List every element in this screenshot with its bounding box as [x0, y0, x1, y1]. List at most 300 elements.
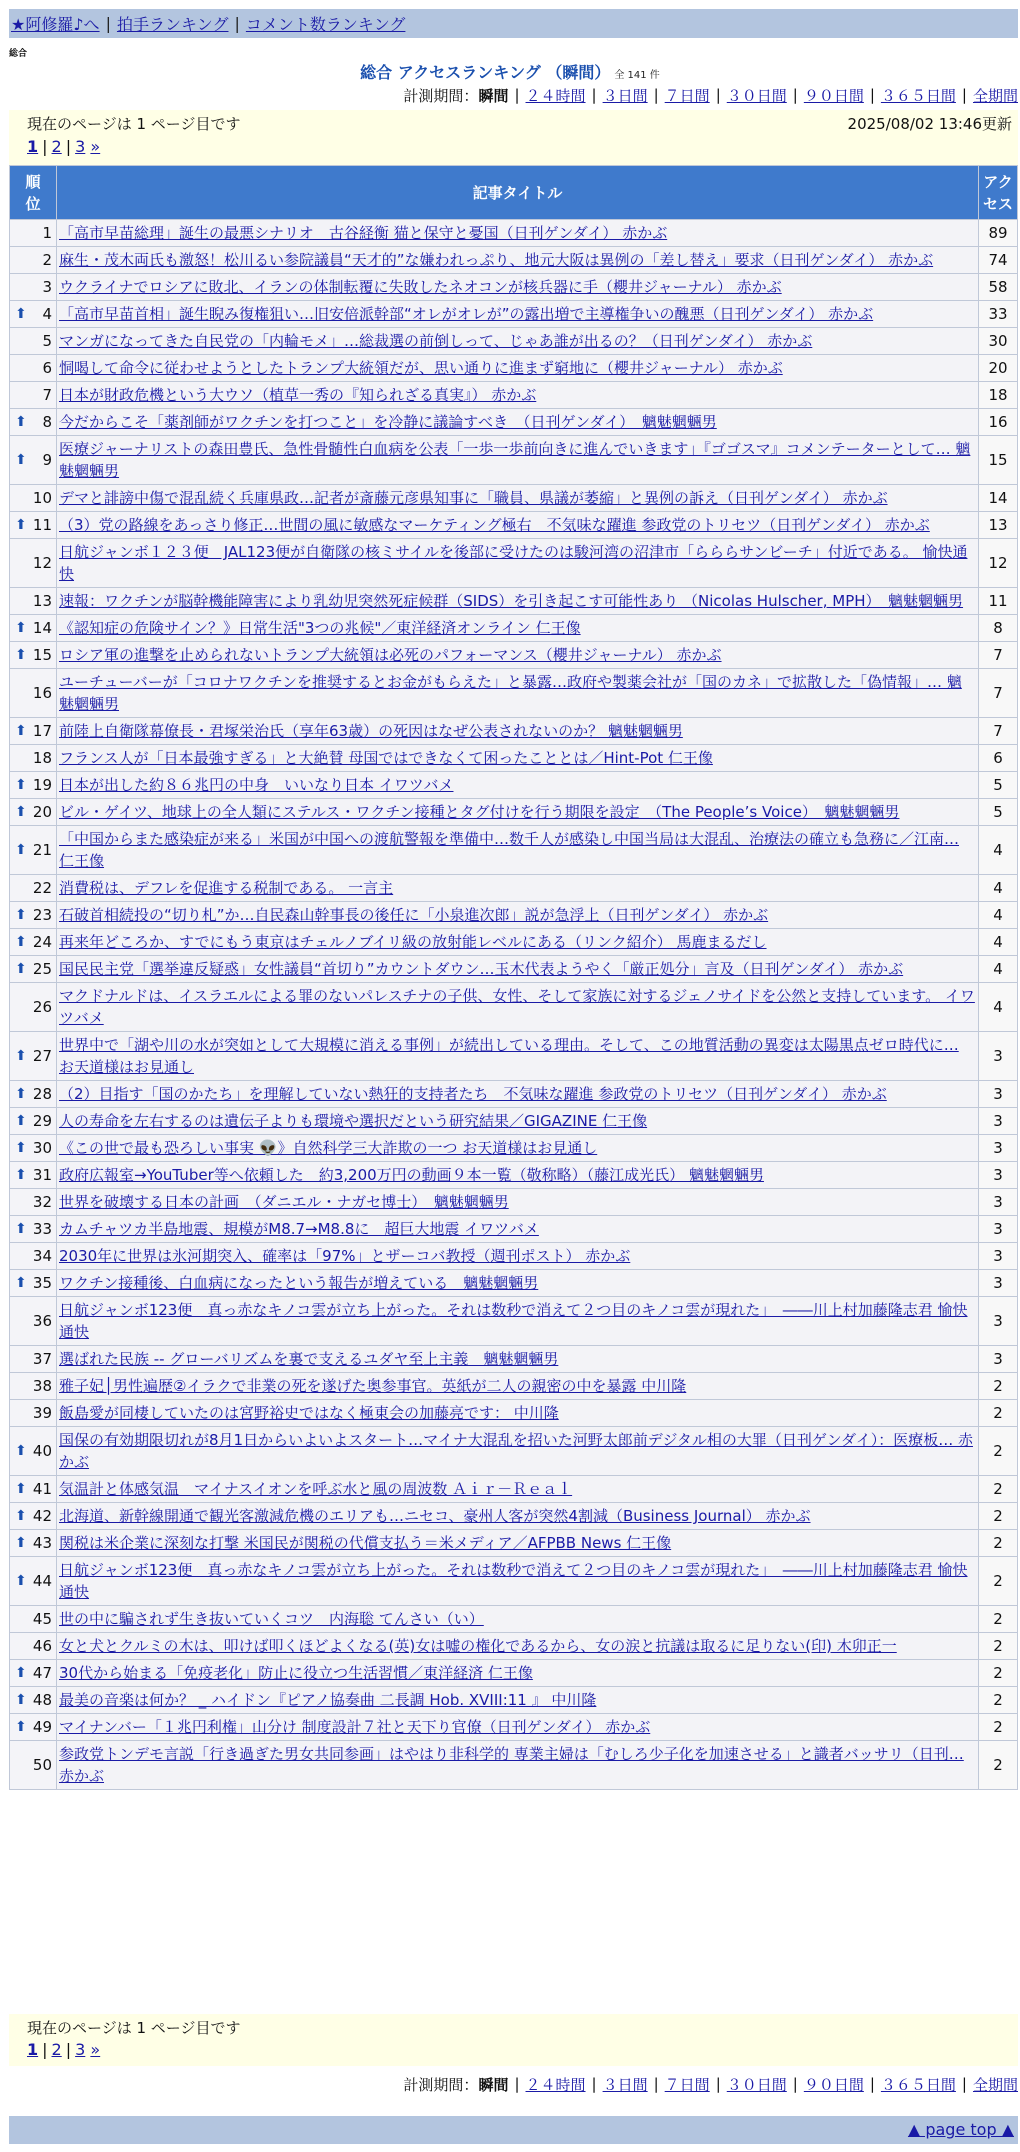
title-cell: [57, 1476, 979, 1503]
article-title-link[interactable]: 日航ジャンボ123便 真っ赤なキノコ雲が立ち上がった。それは数秒で消えて２つ目のキノコ雲が現れた」 ――川上村加藤隆志君 愉快通快: [59, 1561, 968, 1601]
access-count: 3: [979, 1108, 1018, 1135]
title-cell: [57, 1162, 979, 1189]
access-count: 2: [979, 1427, 1018, 1476]
rank-number: 19: [32, 776, 52, 794]
pager-current-page[interactable]: 1: [27, 137, 39, 156]
title-cell: [57, 772, 979, 799]
title-cell: [57, 826, 979, 875]
rank-up-arrow-icon: ⬆: [15, 414, 27, 430]
table-row: [10, 1189, 1018, 1216]
rank-number: 45: [32, 1610, 52, 1628]
period-selector-top: 計測期間： 瞬間 | ２４時間 | ３日間 | ７日間 | ３０日間 | ９０日間 | ３６５日間 | 全期間: [403, 86, 1018, 105]
pager-next[interactable]: »: [90, 137, 101, 156]
article-title-link[interactable]: カムチャツカ半島地震、規模がM8.7→M8.8に 超巨大地震 イワツバメ: [59, 1220, 539, 1238]
rank-number: 3: [42, 278, 52, 296]
article-title-link[interactable]: 「中国からまた感染症が来る」米国が中国への渡航警報を準備中…数千人が感染し中国当局は大混乱、治療法の確立も急務に／江南… 仁王像: [59, 830, 960, 870]
rank-cell: [10, 772, 57, 799]
pager-page-3[interactable]: 3: [75, 2040, 86, 2059]
article-title-link[interactable]: 関税は米企業に深刻な打撃 米国民が関税の代償支払う＝米メディア／AFPBB News 仁王像: [59, 1534, 672, 1552]
bottom-bar: [9, 2116, 1018, 2144]
article-title-link[interactable]: 国保の有効期限切れが8月1日からいよいよスタート…マイナ大混乱を招いた河野太郎前デジタル相の大罪（日刊ゲンダイ）：医療板… 赤かぶ: [59, 1431, 973, 1471]
rank-number: 32: [32, 1193, 52, 1211]
article-title-link[interactable]: 飯島愛が同棲していたのは宮野裕史ではなく極東会の加藤亮です： 中川隆: [59, 1404, 559, 1422]
rank-up-arrow-icon: ⬆: [15, 1048, 27, 1064]
period-link-7d[interactable]: ７日間: [664, 2075, 710, 2094]
rank-cell: [10, 1741, 57, 1790]
page-top-link[interactable]: ▲ page top ▲: [907, 2120, 1014, 2139]
title-cell: [57, 355, 979, 382]
table-row: [10, 328, 1018, 355]
rank-cell: [10, 1297, 57, 1346]
article-title-link[interactable]: 《この世で最も恐ろしい事実 👽》自然科学三大詐欺の一つ お天道様はお見通し: [59, 1139, 598, 1157]
title-cell: [57, 1135, 979, 1162]
period-current: 瞬間: [478, 2075, 509, 2094]
current-page-text: 現在のページは 1 ページ目です: [27, 115, 241, 133]
rank-cell: [10, 1243, 57, 1270]
article-title-link[interactable]: 日本が出した約８６兆円の中身 いいなり日本 イワツバメ: [59, 776, 454, 794]
table-row: [10, 220, 1018, 247]
table-row: [10, 1216, 1018, 1243]
rank-number: 9: [42, 451, 52, 469]
title-cell: [57, 1557, 979, 1606]
site-home-link[interactable]: ★阿修羅♪へ: [11, 15, 100, 34]
table-row: [10, 615, 1018, 642]
article-title-link[interactable]: 《認知症の危険サイン？》日常生活"3つの兆候"／東洋経済オンライン 仁王像: [59, 619, 581, 637]
article-title-link[interactable]: ビル・ゲイツ、地球上の全人類にステルス・ワクチン接種とタグ付けを行う期限を設定 （The People’s Voice） 魑魅魍魎男: [59, 803, 900, 821]
article-title-link[interactable]: デマと誹謗中傷で混乱続く兵庫県政…記者が斎藤元彦県知事に「職員、県議が萎縮」と異例の訴え（日刊ゲンダイ） 赤かぶ: [59, 489, 888, 507]
rank-cell: [10, 1400, 57, 1427]
article-title-link[interactable]: 恫喝して命令に従わせようとしたトランプ大統領だが、思い通りに進まず窮地に（櫻井ジャーナル） 赤かぶ: [59, 359, 783, 377]
table-row: [10, 1373, 1018, 1400]
article-title-link[interactable]: 日航ジャンボ１２３便 JAL123便が自衛隊の核ミサイルを後部に受けたのは駿河湾の沼津市「らららサンビーチ」付近である。 愉快通快: [59, 543, 968, 583]
table-row: [10, 1557, 1018, 1606]
title-cell: [57, 983, 979, 1032]
access-count: 4: [979, 983, 1018, 1032]
table-row: [10, 1714, 1018, 1741]
rank-number: 18: [32, 749, 52, 767]
article-title-link[interactable]: 日本が財政危機という大ウソ（植草一秀の『知られざる真実』） 赤かぶ: [59, 386, 537, 404]
rank-up-arrow-icon: ⬆: [15, 1221, 27, 1237]
rank-up-arrow-icon: ⬆: [15, 842, 27, 858]
rank-number: 27: [32, 1047, 52, 1065]
article-title-link[interactable]: マンガになってきた自民党の「内輪モメ」…総裁選の前倒しって、じゃあ誰が出るの？（日刊ゲンダイ） 赤かぶ: [59, 332, 813, 350]
rank-up-arrow-icon: ⬆: [15, 1481, 27, 1497]
table-row: [10, 1427, 1018, 1476]
period-link-7d[interactable]: ７日間: [664, 86, 710, 105]
article-title-link[interactable]: 「高市早苗首相」誕生睨み復権狙い…旧安倍派幹部“オレがオレが”の露出増で主導権争いの醜悪（日刊ゲンダイ） 赤かぶ: [59, 305, 874, 323]
title-cell: [57, 382, 979, 409]
table-row: [10, 1606, 1018, 1633]
title-cell: [57, 669, 979, 718]
rank-up-arrow-icon: ⬆: [15, 777, 27, 793]
title-cell: [57, 436, 979, 485]
access-count: 3: [979, 1032, 1018, 1081]
article-title-link[interactable]: 北海道、新幹線開通で観光客激減危機のエリアも…ニセコ、豪州人客が突然4割減（Business Journal） 赤かぶ: [59, 1507, 811, 1525]
title-cell: [57, 1503, 979, 1530]
nav-separator: |: [105, 14, 111, 33]
rank-number: 11: [32, 516, 52, 534]
title-cell: [57, 1427, 979, 1476]
title-cell: [57, 1606, 979, 1633]
access-count: 3: [979, 1189, 1018, 1216]
period-link-all[interactable]: 全期間: [972, 2075, 1018, 2094]
rank-cell: [10, 436, 57, 485]
article-title-link[interactable]: 政府広報室→YouTuber等へ依頼した 約3,200万円の動画９本一覧（敬称略）（藤江成光氏） 魑魅魍魎男: [59, 1166, 764, 1184]
title-cell: [57, 301, 979, 328]
access-count: 2: [979, 1687, 1018, 1714]
access-count: 4: [979, 956, 1018, 983]
rank-cell: [10, 1108, 57, 1135]
period-current: 瞬間: [478, 86, 509, 105]
rank-number: 35: [32, 1274, 52, 1292]
article-title-link[interactable]: ウクライナでロシアに敗北、イランの体制転覆に失敗したネオコンが核兵器に手（櫻井ジャーナル） 赤かぶ: [59, 278, 782, 296]
title-cell: [57, 274, 979, 301]
rank-number: 30: [32, 1139, 52, 1157]
article-title-link[interactable]: 選ばれた民族 -- グローバリズムを裏で支えるユダヤ至上主義 魑魅魍魎男: [59, 1350, 559, 1368]
article-title-link[interactable]: 女と犬とクルミの木は、叩けば叩くほどよくなる(英)女は嘘の権化であるから、女の涙と抗議は取るに足りない(印) 木卯正一: [59, 1637, 897, 1655]
nav-separator: |: [234, 14, 240, 33]
rank-number: 5: [42, 332, 52, 350]
table-row: [10, 1108, 1018, 1135]
table-row: [10, 247, 1018, 274]
article-title-link[interactable]: 麻生・茂木両氏も激怒！松川るい参院議員“天才的”な嫌われっぷり、地元大阪は異例の「差し替え」要求（日刊ゲンダイ） 赤かぶ: [59, 251, 934, 269]
period-link-365d[interactable]: ３６５日間: [880, 86, 956, 105]
table-row: [10, 382, 1018, 409]
access-count: 7: [979, 718, 1018, 745]
rank-number: 29: [32, 1112, 52, 1130]
access-count: 2: [979, 1714, 1018, 1741]
title-cell: [57, 247, 979, 274]
rank-number: 38: [32, 1377, 52, 1395]
rank-up-arrow-icon: ⬆: [15, 961, 27, 977]
rank-number: 6: [42, 359, 52, 377]
table-row: [10, 875, 1018, 902]
article-title-link[interactable]: 最美の音楽は何か？ _ ハイドン『ピアノ協奏曲 二長調 Hob. XVIII:11 』 中川隆: [59, 1691, 597, 1709]
rank-cell: [10, 1135, 57, 1162]
page-title: 総合 アクセスランキング （瞬間）: [360, 63, 611, 82]
table-row: [10, 956, 1018, 983]
article-title-link[interactable]: 国民民主党「選挙違反疑惑」女性議員“首切り”カウントダウン…玉木代表ようやく「厳正処分」言及（日刊ゲンダイ） 赤かぶ: [59, 960, 904, 978]
rank-cell: [10, 1346, 57, 1373]
title-cell: [57, 220, 979, 247]
access-count: 4: [979, 929, 1018, 956]
rank-number: 39: [32, 1404, 52, 1422]
access-count: 13: [979, 512, 1018, 539]
article-title-link[interactable]: 速報：ワクチンが脳幹機能障害により乳幼児突然死症候群（SIDS）を引き起こす可能性あり （Nicolas Hulscher, MPH） 魑魅魍魎男: [59, 592, 964, 610]
title-cell: [57, 1714, 979, 1741]
article-title-link[interactable]: 医療ジャーナリストの森田豊氏、急性骨髄性白血病を公表「一歩一歩前向きに進んでいきます」『ゴゴスマ』コメンテーターとして… 魑魅魍魎男: [59, 440, 971, 480]
period-link-90d[interactable]: ９０日間: [803, 86, 864, 105]
article-title-link[interactable]: 30代から始まる「免疫老化」防止に役立つ生活習慣／東洋経済 仁王像: [59, 1664, 533, 1682]
rank-cell: [10, 983, 57, 1032]
rank-cell: [10, 328, 57, 355]
rank-up-arrow-icon: ⬆: [15, 1535, 27, 1551]
title-cell: [57, 1660, 979, 1687]
table-row: [10, 1476, 1018, 1503]
article-title-link[interactable]: ロシア軍の進撃を止められないトランプ大統領は必死のパフォーマンス（櫻井ジャーナル） 赤かぶ: [59, 646, 722, 664]
access-count: 4: [979, 875, 1018, 902]
table-header-row: [10, 166, 1018, 220]
article-title-link[interactable]: 日航ジャンボ123便 真っ赤なキノコ雲が立ち上がった。それは数秒で消えて２つ目のキノコ雲が現れた」 ――川上村加藤隆志君 愉快通快: [59, 1301, 968, 1341]
table-row: [10, 799, 1018, 826]
rank-cell: [10, 409, 57, 436]
table-row: [10, 1660, 1018, 1687]
pager-top: 1 | 2 | 3 »: [27, 137, 101, 156]
rank-up-arrow-icon: ⬆: [15, 1719, 27, 1735]
title-cell: [57, 1108, 979, 1135]
rank-number: 25: [32, 960, 52, 978]
article-title-link[interactable]: （3）党の路線をあっさり修正…世間の風に敏感なマーケティング極右 不気味な躍進 参政党のトリセツ（日刊ゲンダイ） 赤かぶ: [59, 516, 930, 534]
rank-cell: [10, 1530, 57, 1557]
rank-number: 49: [32, 1718, 52, 1736]
rank-up-arrow-icon: ⬆: [15, 1275, 27, 1291]
rank-up-arrow-icon: ⬆: [15, 620, 27, 636]
rank-cell: [10, 1270, 57, 1297]
rank-up-arrow-icon: ⬆: [15, 1086, 27, 1102]
rank-up-arrow-icon: ⬆: [15, 517, 27, 533]
period-link-3d[interactable]: ３日間: [602, 2075, 648, 2094]
rank-cell: [10, 1503, 57, 1530]
table-row: [10, 1503, 1018, 1530]
title-cell: [57, 799, 979, 826]
article-title-link[interactable]: 再来年どころか、すでにもう東京はチェルノブイリ級の放射能レベルにある（リンク紹介） 馬鹿まるだし: [59, 933, 767, 951]
rank-number: 28: [32, 1085, 52, 1103]
pager-page-3[interactable]: 3: [75, 137, 86, 156]
article-title-link[interactable]: 参政党トンデモ言説「行き過ぎた男女共同参画」はやはり非科学的 専業主婦は「むしろ少子化を加速させる」と識者バッサリ（日刊… 赤かぶ: [59, 1745, 964, 1785]
rank-cell: [10, 1032, 57, 1081]
period-link-365d[interactable]: ３６５日間: [880, 2075, 956, 2094]
access-count: 5: [979, 772, 1018, 799]
rank-up-arrow-icon: ⬆: [15, 1167, 27, 1183]
page-info-bottom: [9, 2014, 1018, 2066]
rank-number: 13: [32, 592, 52, 610]
rank-cell: [10, 301, 57, 328]
rank-cell: [10, 355, 57, 382]
title-cell: [57, 615, 979, 642]
table-row: [10, 1162, 1018, 1189]
access-count: 2: [979, 1606, 1018, 1633]
article-title-link[interactable]: マクドナルドは、イスラエルによる罪のないパレスチナの子供、女性、そして家族に対するジェノサイドを公然と支持しています。 イワツバメ: [59, 987, 975, 1027]
rank-number: 47: [32, 1664, 52, 1682]
period-link-3d[interactable]: ３日間: [602, 86, 648, 105]
article-title-link[interactable]: 世界を破壊する日本の計画 （ダニエル・ナガセ博士） 魑魅魍魎男: [59, 1193, 509, 1211]
title-cell: [57, 1373, 979, 1400]
access-count: 3: [979, 1081, 1018, 1108]
rank-cell: [10, 902, 57, 929]
rank-cell: [10, 929, 57, 956]
access-count: 15: [979, 436, 1018, 485]
title-cell: [57, 745, 979, 772]
access-count: 2: [979, 1660, 1018, 1687]
rank-cell: [10, 1606, 57, 1633]
period-link-all[interactable]: 全期間: [972, 86, 1018, 105]
rank-cell: [10, 1633, 57, 1660]
article-title-link[interactable]: フランス人が「日本最強すぎる」と大絶賛 母国ではできなくて困ったこととは／Hint-Pot 仁王像: [59, 749, 713, 767]
article-title-link[interactable]: （2）目指す「国のかたち」を理解していない熱狂的支持者たち 不気味な躍進 参政党のトリセツ（日刊ゲンダイ） 赤かぶ: [59, 1085, 887, 1103]
rank-column-header: 順位: [10, 166, 57, 220]
title-cell: [57, 1400, 979, 1427]
access-count: 7: [979, 669, 1018, 718]
rank-number: 41: [32, 1480, 52, 1498]
rank-cell: [10, 1687, 57, 1714]
title-cell: [57, 902, 979, 929]
rank-up-arrow-icon: ⬆: [15, 723, 27, 739]
rank-number: 24: [32, 933, 52, 951]
title-cell: [57, 539, 979, 588]
rank-number: 10: [32, 489, 52, 507]
rank-cell: [10, 1081, 57, 1108]
article-title-link[interactable]: 今だからこそ「薬剤師がワクチンを打つこと」を冷静に議論すべき （日刊ゲンダイ） 魑魅魍魎男: [59, 413, 717, 431]
title-cell: [57, 485, 979, 512]
article-title-link[interactable]: 気温計と体感気温 マイナスイオンを呼ぶ水と風の周波数 Ａｉｒ－Ｒｅａｌ: [59, 1480, 573, 1498]
applause-ranking-link[interactable]: 拍手ランキング: [116, 15, 229, 34]
rank-number: 46: [32, 1637, 52, 1655]
pager-bottom: 1 | 2 | 3 »: [27, 2040, 101, 2059]
table-row: [10, 588, 1018, 615]
rank-up-arrow-icon: ⬆: [15, 907, 27, 923]
current-page-text: 現在のページは 1 ページ目です: [27, 2019, 241, 2037]
table-row: [10, 409, 1018, 436]
table-row: [10, 718, 1018, 745]
rank-number: 2: [42, 251, 52, 269]
table-row: [10, 669, 1018, 718]
table-row: [10, 902, 1018, 929]
rank-cell: [10, 1476, 57, 1503]
period-link-90d[interactable]: ９０日間: [803, 2075, 864, 2094]
rank-cell: [10, 512, 57, 539]
title-cell: [57, 1189, 979, 1216]
period-link-24h[interactable]: ２４時間: [525, 86, 586, 105]
access-count: 3: [979, 1162, 1018, 1189]
article-title-link[interactable]: ユーチューバーが「コロナワクチンを推奨するとお金がもらえた」と暴露…政府や製薬会社が「国のカネ」で拡散した「偽情報」… 魑魅魍魎男: [59, 673, 962, 713]
rank-up-arrow-icon: ⬆: [15, 452, 27, 468]
access-count: 3: [979, 1297, 1018, 1346]
rank-cell: [10, 956, 57, 983]
rank-number: 33: [32, 1220, 52, 1238]
rank-number: 36: [32, 1312, 52, 1330]
rank-cell: [10, 799, 57, 826]
rank-number: 4: [42, 305, 52, 323]
pager-next[interactable]: »: [90, 2040, 101, 2059]
comment-ranking-link[interactable]: コメント数ランキング: [245, 15, 406, 34]
period-link-24h[interactable]: ２４時間: [525, 2075, 586, 2094]
access-count: 2: [979, 1741, 1018, 1790]
access-count: 12: [979, 539, 1018, 588]
rank-up-arrow-icon: ⬆: [15, 1573, 27, 1589]
table-row: [10, 355, 1018, 382]
article-title-link[interactable]: 2030年に世界は氷河期突入、確率は「97%」とザーコバ教授（週刊ポスト） 赤かぶ: [59, 1247, 631, 1265]
title-cell: [57, 1297, 979, 1346]
rank-up-arrow-icon: ⬆: [15, 647, 27, 663]
rank-up-arrow-icon: ⬆: [15, 1443, 27, 1459]
rank-cell: [10, 1660, 57, 1687]
article-title-link[interactable]: 世界中で「湖や川の水が突如として大規模に消える事例」が続出している理由。そして、この地質活動の異変は太陽黒点ゼロ時代に… お天道様はお見通し: [59, 1036, 959, 1076]
title-cell: [57, 642, 979, 669]
rank-number: 16: [32, 684, 52, 702]
period-selector-bottom: 計測期間： 瞬間 | ２４時間 | ３日間 | ７日間 | ３０日間 | ９０日間 | ３６５日間 | 全期間: [403, 2075, 1018, 2094]
rank-up-arrow-icon: ⬆: [15, 1508, 27, 1524]
article-title-link[interactable]: 石破首相続投の“切り札”か…自民森山幹事長の後任に「小泉進次郎」説が急浮上（日刊ゲンダイ） 赤かぶ: [59, 906, 769, 924]
period-link-30d[interactable]: ３０日間: [726, 86, 787, 105]
access-count: 18: [979, 382, 1018, 409]
rank-number: 50: [32, 1756, 52, 1774]
table-row: [10, 1741, 1018, 1790]
rank-cell: [10, 1714, 57, 1741]
rank-number: 43: [32, 1534, 52, 1552]
rank-up-arrow-icon: ⬆: [15, 1113, 27, 1129]
title-cell: [57, 1270, 979, 1297]
rank-cell: [10, 588, 57, 615]
title-cell: [57, 328, 979, 355]
article-title-link[interactable]: 人の寿命を左右するのは遺伝子よりも環境や選択だという研究結果／GIGAZINE 仁王像: [59, 1112, 648, 1130]
access-count: 3: [979, 1346, 1018, 1373]
pager-page-2[interactable]: 2: [51, 2040, 62, 2059]
article-title-link[interactable]: 雅子妃│男性遍歴②イラクで非業の死を遂げた奥参事官。英紙が二人の親密の中を暴露 中川隆: [59, 1377, 687, 1395]
rank-number: 44: [32, 1572, 52, 1590]
title-cell: [57, 1741, 979, 1790]
period-link-30d[interactable]: ３０日間: [726, 2075, 787, 2094]
period-label: 計測期間：: [403, 2075, 479, 2094]
access-count: 2: [979, 1503, 1018, 1530]
article-title-link[interactable]: マイナンバー「１兆円利権」山分け 制度設計７社と天下り官僚（日刊ゲンダイ） 赤かぶ: [59, 1718, 651, 1736]
table-row: [10, 539, 1018, 588]
table-row: [10, 1032, 1018, 1081]
access-count: 2: [979, 1400, 1018, 1427]
updated-timestamp: 2025/08/02 13:46更新: [847, 115, 1012, 133]
article-title-link[interactable]: 前陸上自衛隊幕僚長・君塚栄治氏（享年63歳）の死因はなぜ公表されないのか？ 魑魅魍魎男: [59, 722, 683, 740]
article-title-link[interactable]: 消費税は、デフレを促進する税制である。 一言主: [59, 879, 394, 897]
article-title-link[interactable]: 世の中に騙されず生き抜いていくコツ 内海聡 てんさい（い）: [59, 1610, 484, 1628]
access-count: 2: [979, 1530, 1018, 1557]
table-row: [10, 1687, 1018, 1714]
rank-cell: [10, 539, 57, 588]
title-cell: [57, 1687, 979, 1714]
rank-cell: [10, 1162, 57, 1189]
title-cell: [57, 1216, 979, 1243]
access-column-header: アクセス: [979, 166, 1018, 220]
title-cell: [57, 1633, 979, 1660]
rank-number: 48: [32, 1691, 52, 1709]
article-title-link[interactable]: ワクチン接種後、白血病になったという報告が増えている 魑魅魍魎男: [59, 1274, 539, 1292]
pager-current-page[interactable]: 1: [27, 2040, 39, 2059]
table-row: [10, 274, 1018, 301]
rank-number: 21: [32, 841, 52, 859]
table-row: [10, 1297, 1018, 1346]
access-count: 58: [979, 274, 1018, 301]
table-row: [10, 1400, 1018, 1427]
rank-number: 26: [32, 998, 52, 1016]
title-cell: [57, 1346, 979, 1373]
access-count: 3: [979, 1216, 1018, 1243]
table-row: [10, 983, 1018, 1032]
pager-page-2[interactable]: 2: [51, 137, 62, 156]
access-count: 2: [979, 1633, 1018, 1660]
rank-cell: [10, 1557, 57, 1606]
access-count: 16: [979, 409, 1018, 436]
access-count: 11: [979, 588, 1018, 615]
rank-up-arrow-icon: ⬆: [15, 934, 27, 950]
rank-up-arrow-icon: ⬆: [15, 1140, 27, 1156]
rank-cell: [10, 745, 57, 772]
rank-number: 34: [32, 1247, 52, 1265]
table-row: [10, 1346, 1018, 1373]
access-count: 4: [979, 826, 1018, 875]
table-row: [10, 436, 1018, 485]
access-count: 3: [979, 1243, 1018, 1270]
rank-number: 20: [32, 803, 52, 821]
article-title-link[interactable]: 「高市早苗総理」誕生の最悪シナリオ 古谷経衡 猫と保守と憂国（日刊ゲンダイ） 赤かぶ: [59, 224, 668, 242]
access-count: 6: [979, 745, 1018, 772]
